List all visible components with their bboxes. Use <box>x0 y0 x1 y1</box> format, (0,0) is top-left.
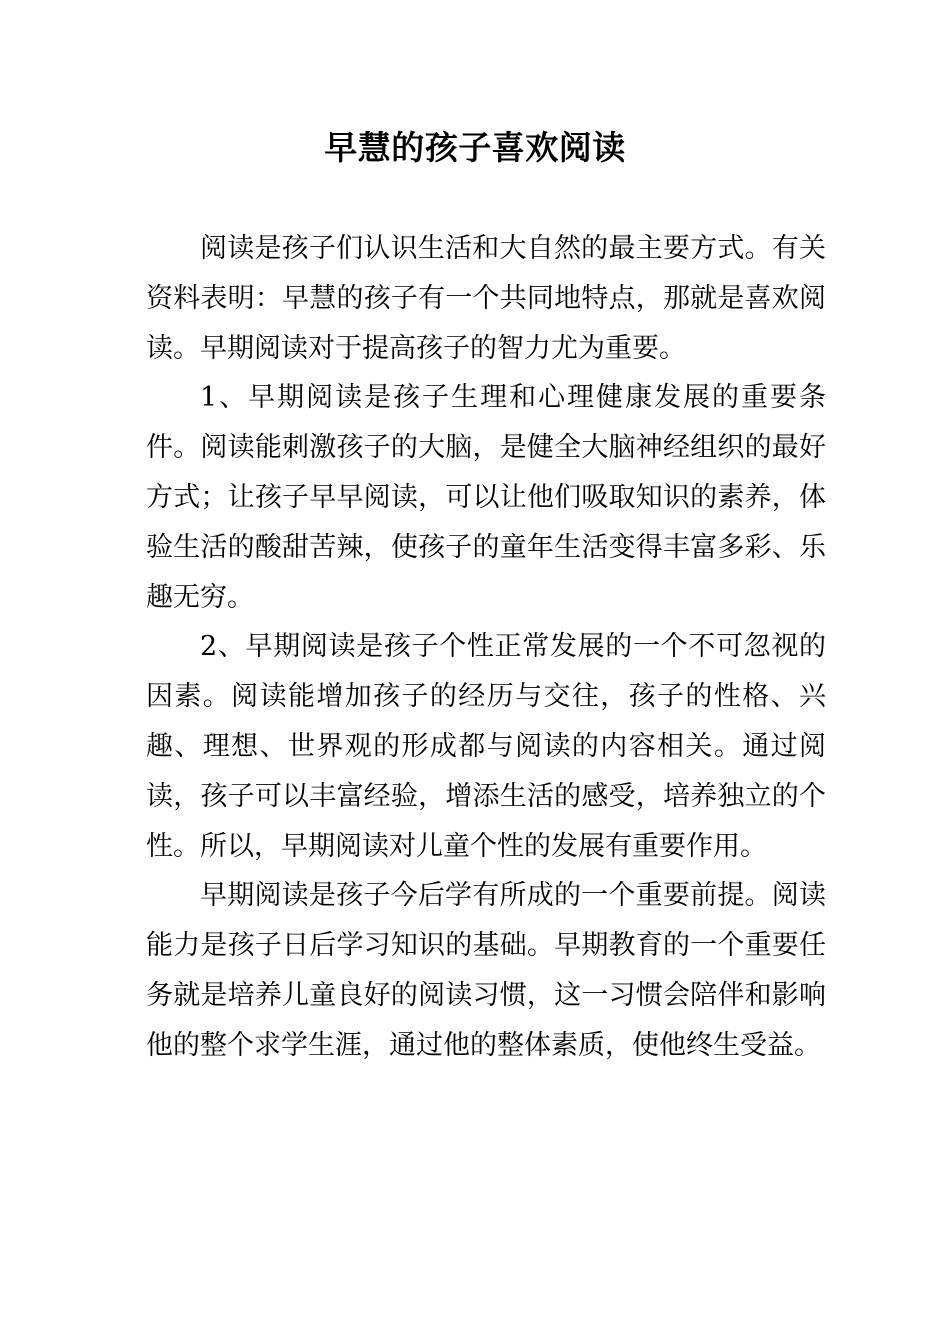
paragraph-point-2: 2、早期阅读是孩子个性正常发展的一个不可忽视的因素。阅读能增加孩子的经历与交往，孩子的性格、兴趣、理想、世界观的形成都与阅读的内容相关。通过阅读，孩子可以丰富经验，增添生活的感受，培养独立的个性。所以，早期阅读对儿童个性的发展有重要作用。 <box>146 631 826 862</box>
paragraph-point-1: 1、早期阅读是孩子生理和心理健康发展的重要条件。阅读能刺激孩子的大脑，是健全大脑神经组织的最好方式；让孩子早早阅读，可以让他们吸取知识的素养，体验生活的酸甜苦辣，使孩子的童年生活变得丰富多彩、乐趣无穷。 <box>146 382 826 613</box>
document-body <box>146 224 826 1071</box>
document-title: 早慧的孩子喜欢阅读 <box>324 128 626 167</box>
paragraph-intro: 阅读是孩子们认识生活和大自然的最主要方式。有关资料表明：早慧的孩子有一个共同地特点，那就是喜欢阅读。早期阅读对于提高孩子的智力尤为重要。 <box>146 233 826 364</box>
paragraph-conclusion: 早期阅读是孩子今后学有所成的一个重要前提。阅读能力是孩子日后学习知识的基础。早期教育的一个重要任务就是培养儿童良好的阅读习惯，这一习惯会陪伴和影响他的整个求学生涯，通过他的整体素质，使他终生受益。 <box>146 880 826 1061</box>
